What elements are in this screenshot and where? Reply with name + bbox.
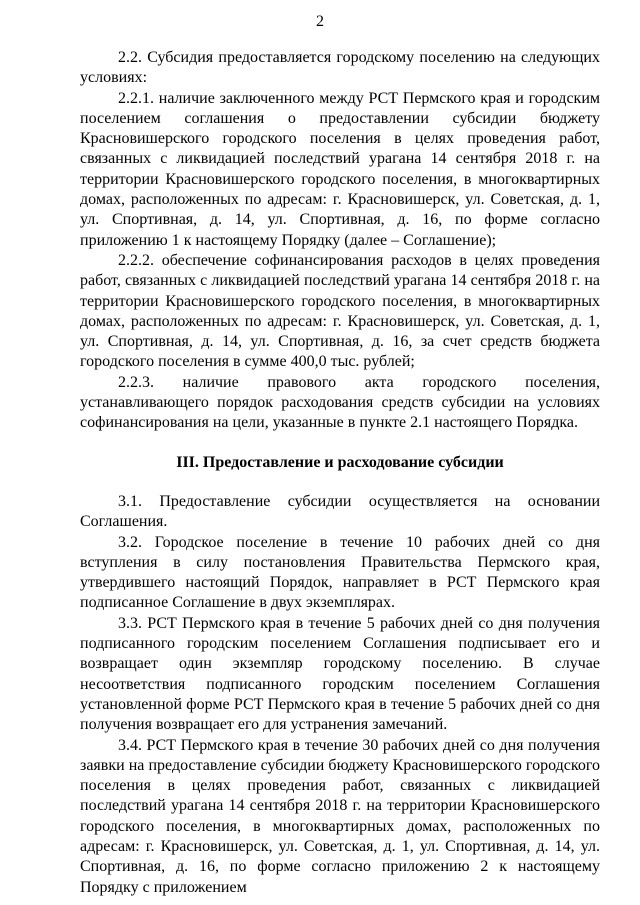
clause-3-1: 3.1. Предоставление субсидии осуществляется на основании Соглашения. (80, 492, 600, 531)
clause-2-2-3: 2.2.3. наличие правового акта городского поселения, устанавливающего порядок расходования средств субсидии на условиях софинансирования на цели, указанные в пункте 2.1 настоящего Порядка. (80, 373, 600, 432)
clause-3-4: 3.4. РСТ Пермского края в течение 30 рабочих дней со дня получения заявки на предоставление субсидии бюджету Красновишерского городского поселения в целях проведения работ, связанных с ликвидацией последствий урагана 14 сентября 2018 г. на территории Красновишерского городского поселения, в многоквартирных домах, расположенных по адресам: г. Красновишерск, ул. Советская, д. 1, ул. Спортивная, д. 14, ул. Спортивная, д. 16, по форме согласно приложению 2 к настоящему Порядку с приложением (80, 736, 600, 896)
clause-2-2-1: 2.2.1. наличие заключенного между РСТ Пермского края и городским поселением соглашения о предоставлении субсидии бюджету Красновишерского городского поселения в целях проведения работ, связанных с ликвидацией последствий урагана 14 сентября 2018 г. на территории Красновишерского городского поселения, в многоквартирных домах, расположенных по адресам: г. Красновишерск, ул. Советская, д. 1, ул. Спортивная, д. 14, ул. Спортивная, д. 16, по форме согласно приложению 1 к настоящему Порядку (далее – Соглашение); (80, 89, 600, 249)
clause-2-2: 2.2. Субсидия предоставляется городскому поселению на следующих условиях: (80, 49, 600, 87)
page-number: 2 (316, 13, 324, 30)
clause-3-3: 3.3. РСТ Пермского края в течение 5 рабочих дней со дня получения подписанного городским поселением Соглашения подписывает его и возвращает один экземпляр городскому поселению. В случае несоответствия подписанного городским поселением Соглашения установленной форме РСТ Пермского края в течение 5 рабочих дней со дня получения возвращает его для устранения замечаний. (80, 614, 600, 734)
clause-3-2: 3.2. Городское поселение в течение 10 рабочих дней со дня вступления в силу постановления Правительства Пермского края, утвердившего настоящий Порядок, направляет в РСТ Пермского края подписанное Соглашение в двух экземплярах. (80, 533, 600, 612)
document-body (80, 48, 600, 898)
clause-2-2-2: 2.2.2. обеспечение софинансирования расходов в целях проведения работ, связанных с ликвидацией последствий урагана 14 сентября 2018 г. на территории Красновишерского городского поселения, в многоквартирных домах, расположенных по адресам: г. Красновишерск, ул. Советская, д. 1, ул. Спортивная, д. 14, ул. Спортивная, д. 16, за счет средств бюджета городского поселения в сумме 400,0 тыс. рублей; (80, 251, 600, 371)
section-heading: III. Предоставление и расходование субсидии (176, 453, 504, 471)
